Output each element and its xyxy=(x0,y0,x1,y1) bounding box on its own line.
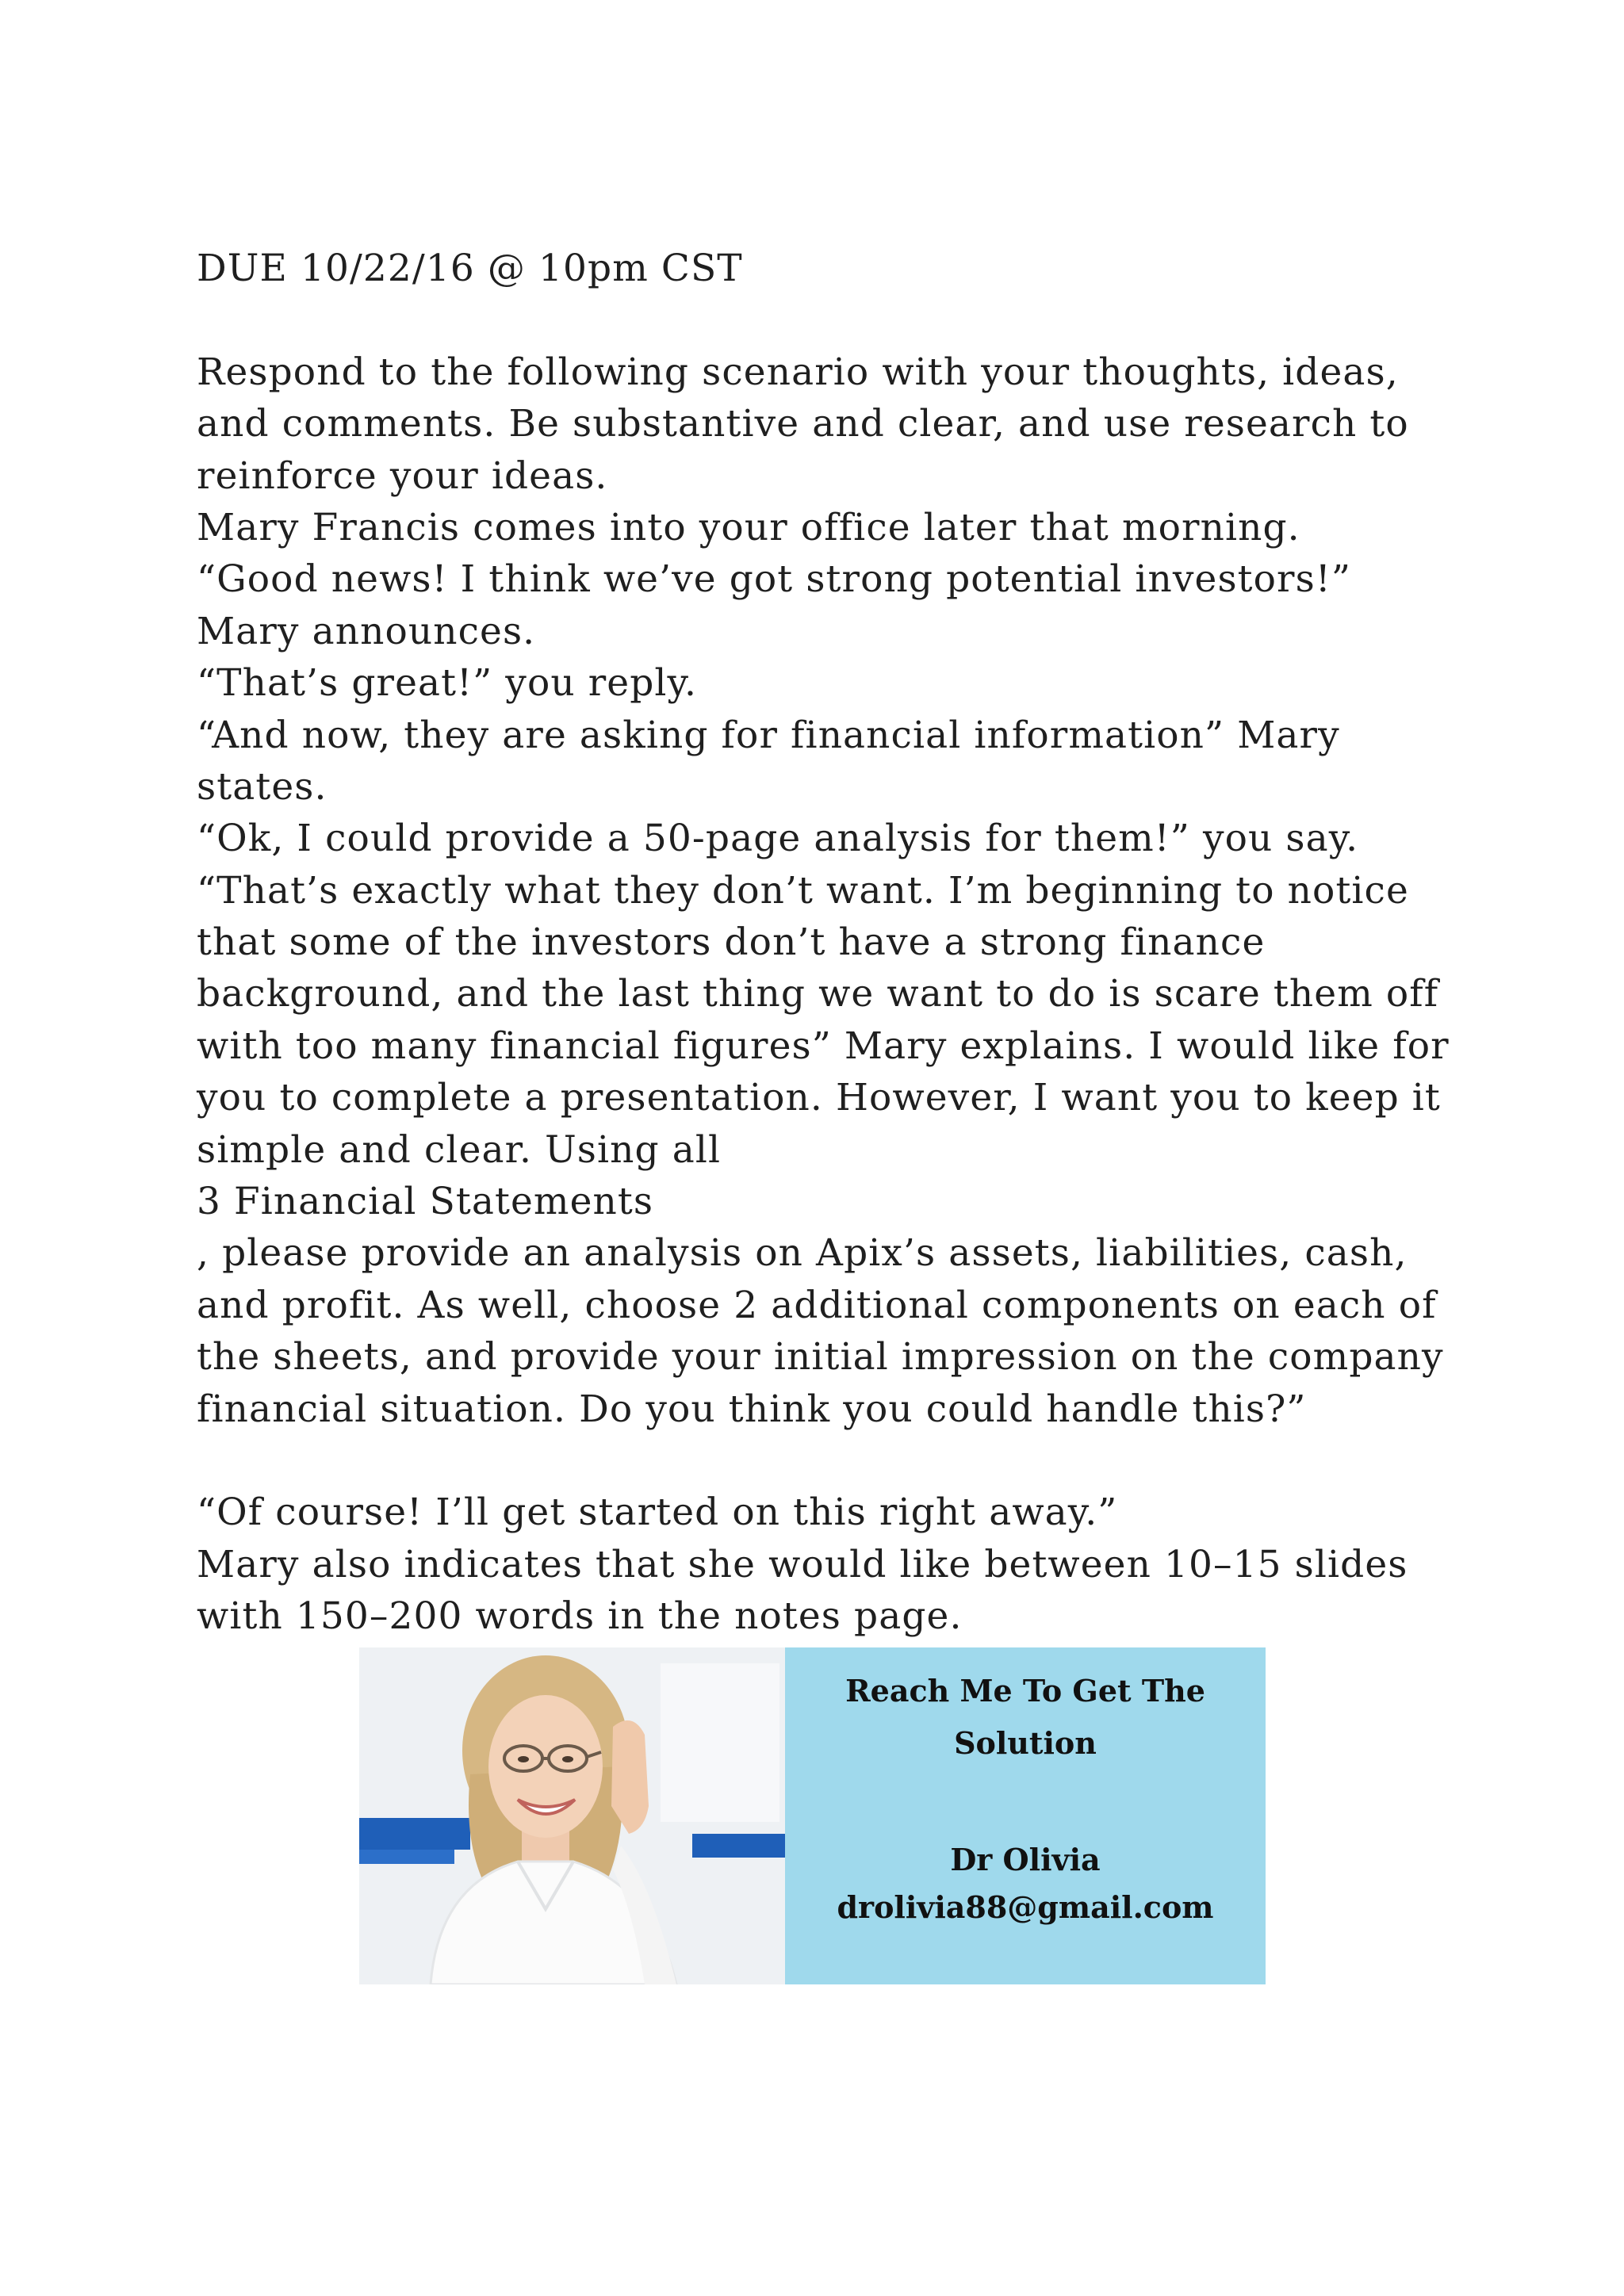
text-line: the sheets, and provide your initial impression on the company xyxy=(197,1335,1444,1380)
ad-contact-name: Dr Olivia xyxy=(950,1842,1101,1877)
text-line: states. xyxy=(197,764,327,809)
text-line: “That’s exactly what they don’t want. I’m beginning to notice xyxy=(197,868,1409,913)
ad-headline-line-1: Reach Me To Get The xyxy=(845,1673,1205,1709)
blank-line xyxy=(197,1435,1465,1487)
text-line: financial situation. Do you think you could handle this?” xyxy=(197,1387,1307,1431)
text-line: Mary announces. xyxy=(197,609,536,653)
text-line: “Ok, I could provide a 50-page analysis for them!” you say. xyxy=(197,817,1359,861)
text-line: with too many financial figures” Mary explains. I would like for xyxy=(197,1024,1450,1068)
contact-ad-banner[interactable] xyxy=(359,1647,1266,1984)
assignment-text xyxy=(197,243,1465,1643)
text-line: and profit. As well, choose 2 additional components on each of xyxy=(197,1283,1437,1327)
text-line: Respond to the following scenario with your thoughts, ideas, xyxy=(197,350,1399,394)
text-line: “Good news! I think we’ve got strong potential investors!” xyxy=(197,557,1351,602)
text-line: that some of the investors don’t have a strong finance xyxy=(197,920,1266,965)
ad-contact-email[interactable]: drolivia88@gmail.com xyxy=(837,1889,1214,1925)
text-line: reinforce your ideas. xyxy=(197,453,608,498)
text-line: you to complete a presentation. However, I want you to keep it xyxy=(197,1076,1441,1120)
text-line: and comments. Be substantive and clear, and use research to xyxy=(197,402,1409,446)
text-line: simple and clear. Using all xyxy=(197,1127,722,1172)
text-line: “Of course! I’ll get started on this right away.” xyxy=(197,1490,1118,1535)
text-line: Mary Francis comes into your office later that morning. xyxy=(197,505,1300,549)
text-line: 3 Financial Statements xyxy=(197,1180,654,1224)
text-line: “And now, they are asking for financial information” Mary xyxy=(197,713,1340,757)
ad-headline-line-2: Solution xyxy=(954,1725,1097,1761)
text-line: “That’s great!” you reply. xyxy=(197,661,697,706)
text-line: , please provide an analysis on Apix’s assets, liabilities, cash, xyxy=(197,1231,1408,1276)
text-line: background, and the last thing we want to do is scare them off xyxy=(197,972,1439,1016)
blank-line xyxy=(197,294,1465,346)
due-date-line: DUE 10/22/16 @ 10pm CST xyxy=(197,247,743,290)
text-line: Mary also indicates that she would like between 10–15 slides xyxy=(197,1542,1408,1586)
text-line: with 150–200 words in the notes page. xyxy=(197,1594,963,1639)
contact-panel xyxy=(785,1647,1266,1984)
woman-with-glasses-photo xyxy=(359,1647,785,1984)
